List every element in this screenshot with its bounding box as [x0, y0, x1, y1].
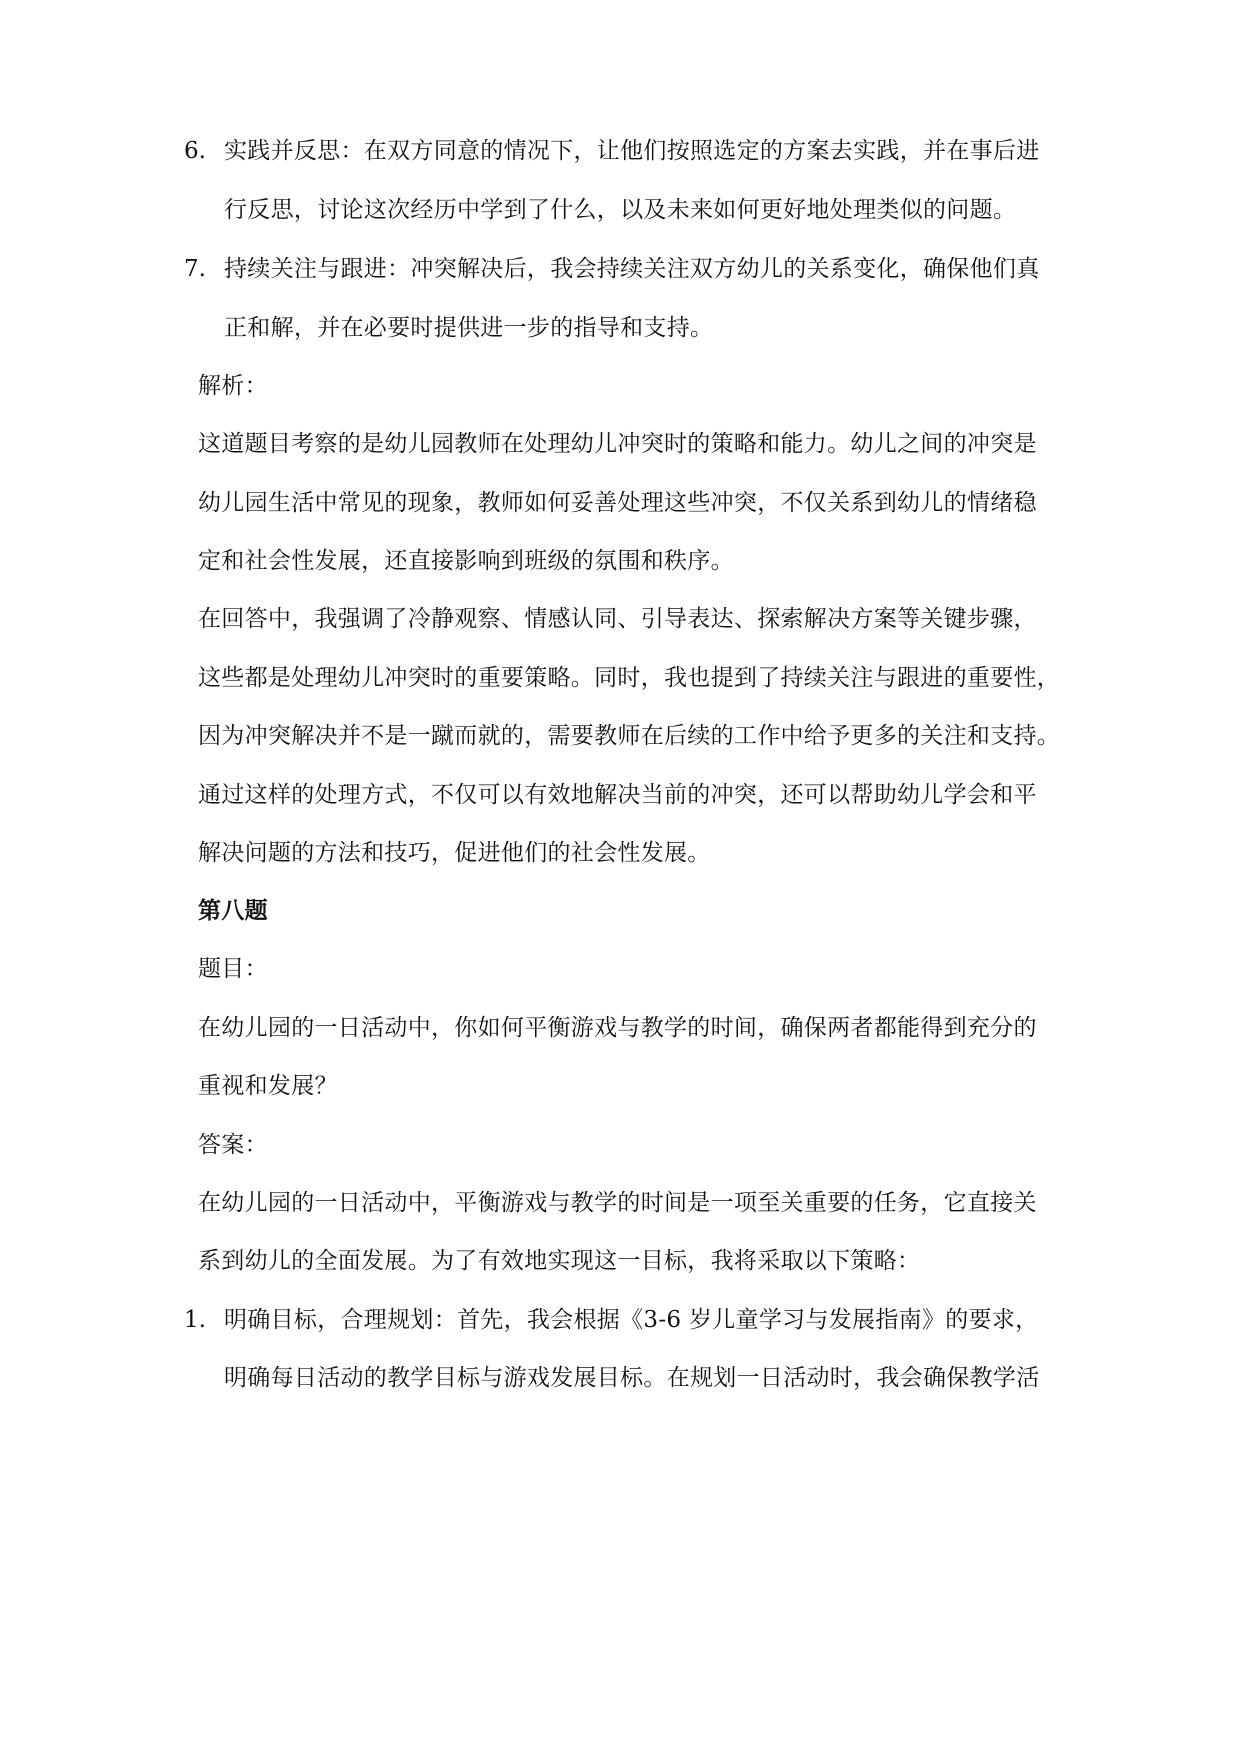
question-label: 题目：	[198, 956, 268, 982]
section-heading: 第八题	[198, 897, 268, 924]
answer-label: 答案：	[198, 1132, 268, 1158]
list-item-text-continued: 行反思，讨论这次经历中学到了什么，以及未来如何更好地处理类似的问题。	[224, 197, 1017, 223]
list-item-text: 持续关注与跟进：冲突解决后，我会持续关注双方幼儿的关系变化，确保他们真	[224, 256, 1040, 282]
list-item-number: 6.	[184, 138, 206, 164]
analysis-paragraph-line: 通过这样的处理方式，不仅可以有效地解决当前的冲突，还可以帮助幼儿学会和平	[198, 782, 1037, 808]
analysis-paragraph-line: 这道题目考察的是幼儿园教师在处理幼儿冲突时的策略和能力。幼儿之间的冲突是	[198, 431, 1037, 457]
analysis-paragraph-line: 因为冲突解决并不是一蹴而就的，需要教师在后续的工作中给予更多的关注和支持。	[198, 723, 1061, 749]
analysis-paragraph-line: 幼儿园生活中常见的现象，教师如何妥善处理这些冲突，不仅关系到幼儿的情绪稳	[198, 490, 1037, 516]
list-item-text-continued: 明确每日活动的教学目标与游戏发展目标。在规划一日活动时，我会确保教学活	[224, 1365, 1040, 1391]
answer-text-line: 系到幼儿的全面发展。为了有效地实现这一目标，我将采取以下策略：	[198, 1248, 921, 1274]
answer-text-line: 在幼儿园的一日活动中，平衡游戏与教学的时间是一项至关重要的任务，它直接关	[198, 1190, 1037, 1216]
question-text-line: 在幼儿园的一日活动中，你如何平衡游戏与教学的时间，确保两者都能得到充分的	[198, 1015, 1037, 1041]
list-item-number: 1.	[184, 1307, 206, 1333]
list-item-text: 实践并反思：在双方同意的情况下，让他们按照选定的方案去实践，并在事后进	[224, 138, 1040, 164]
analysis-paragraph-line: 这些都是处理幼儿冲突时的重要策略。同时，我也提到了持续关注与跟进的重要性，	[198, 665, 1061, 691]
list-item-number: 7.	[184, 256, 206, 282]
analysis-paragraph-line: 解决问题的方法和技巧，促进他们的社会性发展。	[198, 840, 711, 866]
list-item-text: 明确目标，合理规划：首先，我会根据《3-6 岁儿童学习与发展指南》的要求，	[224, 1307, 1039, 1333]
list-item-text-continued: 正和解，并在必要时提供进一步的指导和支持。	[224, 315, 714, 341]
analysis-paragraph-line: 定和社会性发展，还直接影响到班级的氛围和秩序。	[198, 548, 734, 574]
question-text-line: 重视和发展？	[198, 1073, 338, 1099]
analysis-label: 解析：	[198, 373, 268, 399]
analysis-paragraph-line: 在回答中，我强调了冷静观察、情感认同、引导表达、探索解决方案等关键步骤，	[198, 606, 1037, 632]
